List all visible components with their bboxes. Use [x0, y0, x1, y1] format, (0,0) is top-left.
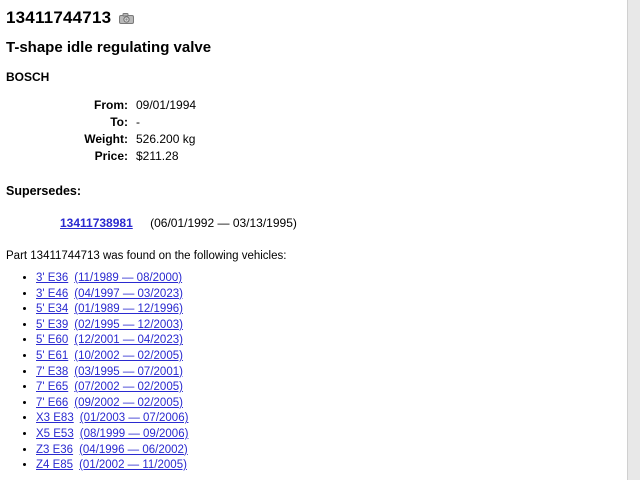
spec-value-to: - — [136, 115, 140, 129]
vehicle-dates[interactable]: (04/1996 — 06/2002) — [79, 443, 188, 456]
spec-value-price: $211.28 — [136, 149, 179, 163]
vehicle-dates[interactable]: (04/1997 — 03/2023) — [74, 287, 183, 300]
vehicle-dates[interactable]: (12/2001 — 04/2023) — [74, 334, 183, 347]
spec-label-from: From: — [94, 98, 128, 112]
spec-label-price: Price: — [94, 149, 128, 163]
spec-row-weight — [6, 132, 628, 149]
spec-row-price — [6, 149, 628, 166]
spec-row-from — [6, 98, 628, 115]
vehicle-dates[interactable]: (10/2002 — 02/2005) — [74, 349, 183, 362]
specs-table — [6, 98, 628, 166]
spec-value-from: 09/01/1994 — [136, 98, 197, 112]
spec-row-to — [6, 115, 628, 132]
list-item — [36, 365, 628, 381]
spec-value-weight: 526.200 kg — [136, 132, 196, 146]
list-item — [36, 271, 628, 287]
vehicle-link[interactable]: 5' E61 — [36, 349, 69, 362]
vehicle-list — [6, 271, 628, 474]
vehicle-dates[interactable]: (03/1995 — 07/2001) — [74, 365, 183, 378]
vehicle-link[interactable]: X5 E53 — [36, 427, 74, 440]
vehicle-link[interactable]: 5' E34 — [36, 303, 69, 316]
part-number: 13411744713 — [6, 8, 112, 27]
vehicle-dates[interactable]: (01/2003 — 07/2006) — [79, 412, 189, 425]
part-title: T-shape idle regulating valve — [6, 39, 212, 56]
supersedes-row — [60, 216, 628, 230]
vehicle-link[interactable]: X3 E83 — [36, 412, 74, 425]
vehicle-dates[interactable]: (09/2002 — 02/2005) — [74, 396, 183, 409]
list-item — [36, 380, 628, 396]
vehicle-dates[interactable]: (01/2002 — 11/2005) — [79, 459, 187, 472]
list-item — [36, 333, 628, 349]
vehicle-link[interactable]: 3' E46 — [36, 287, 69, 300]
list-item — [36, 427, 628, 443]
list-item — [36, 287, 628, 303]
found-on-text: Part 13411744713 was found on the following vehicles: — [6, 250, 287, 262]
vehicle-link[interactable]: 7' E66 — [36, 396, 69, 409]
vehicle-dates[interactable]: (02/1995 — 12/2003) — [74, 318, 183, 331]
vehicle-dates[interactable]: (08/1999 — 09/2006) — [79, 427, 189, 440]
spec-label-weight: Weight: — [84, 132, 128, 146]
camera-icon[interactable] — [119, 13, 134, 24]
part-brand: BOSCH — [6, 70, 50, 84]
list-item — [36, 349, 628, 365]
spec-label-to: To: — [110, 115, 128, 129]
vehicle-dates[interactable]: (01/1989 — 12/1996) — [74, 303, 183, 316]
vehicle-link[interactable]: 3' E36 — [36, 272, 69, 284]
vehicle-link[interactable]: Z3 E36 — [36, 443, 74, 456]
supersedes-heading: Supersedes: — [6, 184, 82, 198]
list-item — [36, 302, 628, 318]
scrollbar[interactable] — [627, 0, 640, 480]
vehicle-link[interactable]: 7' E38 — [36, 365, 69, 378]
vehicle-link[interactable]: 5' E60 — [36, 334, 69, 347]
list-item — [36, 458, 628, 474]
supersedes-dates: (06/01/1992 — 03/13/1995) — [150, 216, 297, 230]
vehicle-link[interactable]: 5' E39 — [36, 318, 69, 331]
list-item — [36, 396, 628, 412]
vehicle-link[interactable]: 7' E65 — [36, 381, 69, 394]
vehicle-dates[interactable]: (11/1989 — 08/2000) — [74, 272, 183, 284]
vehicle-link[interactable]: Z4 E85 — [36, 459, 74, 472]
list-item — [36, 318, 628, 334]
list-item — [36, 443, 628, 459]
vehicle-dates[interactable]: (07/2002 — 02/2005) — [74, 381, 183, 394]
list-item — [36, 411, 628, 427]
part-number-row — [6, 8, 628, 28]
supersedes-part-link[interactable]: 13411738981 — [60, 216, 133, 230]
